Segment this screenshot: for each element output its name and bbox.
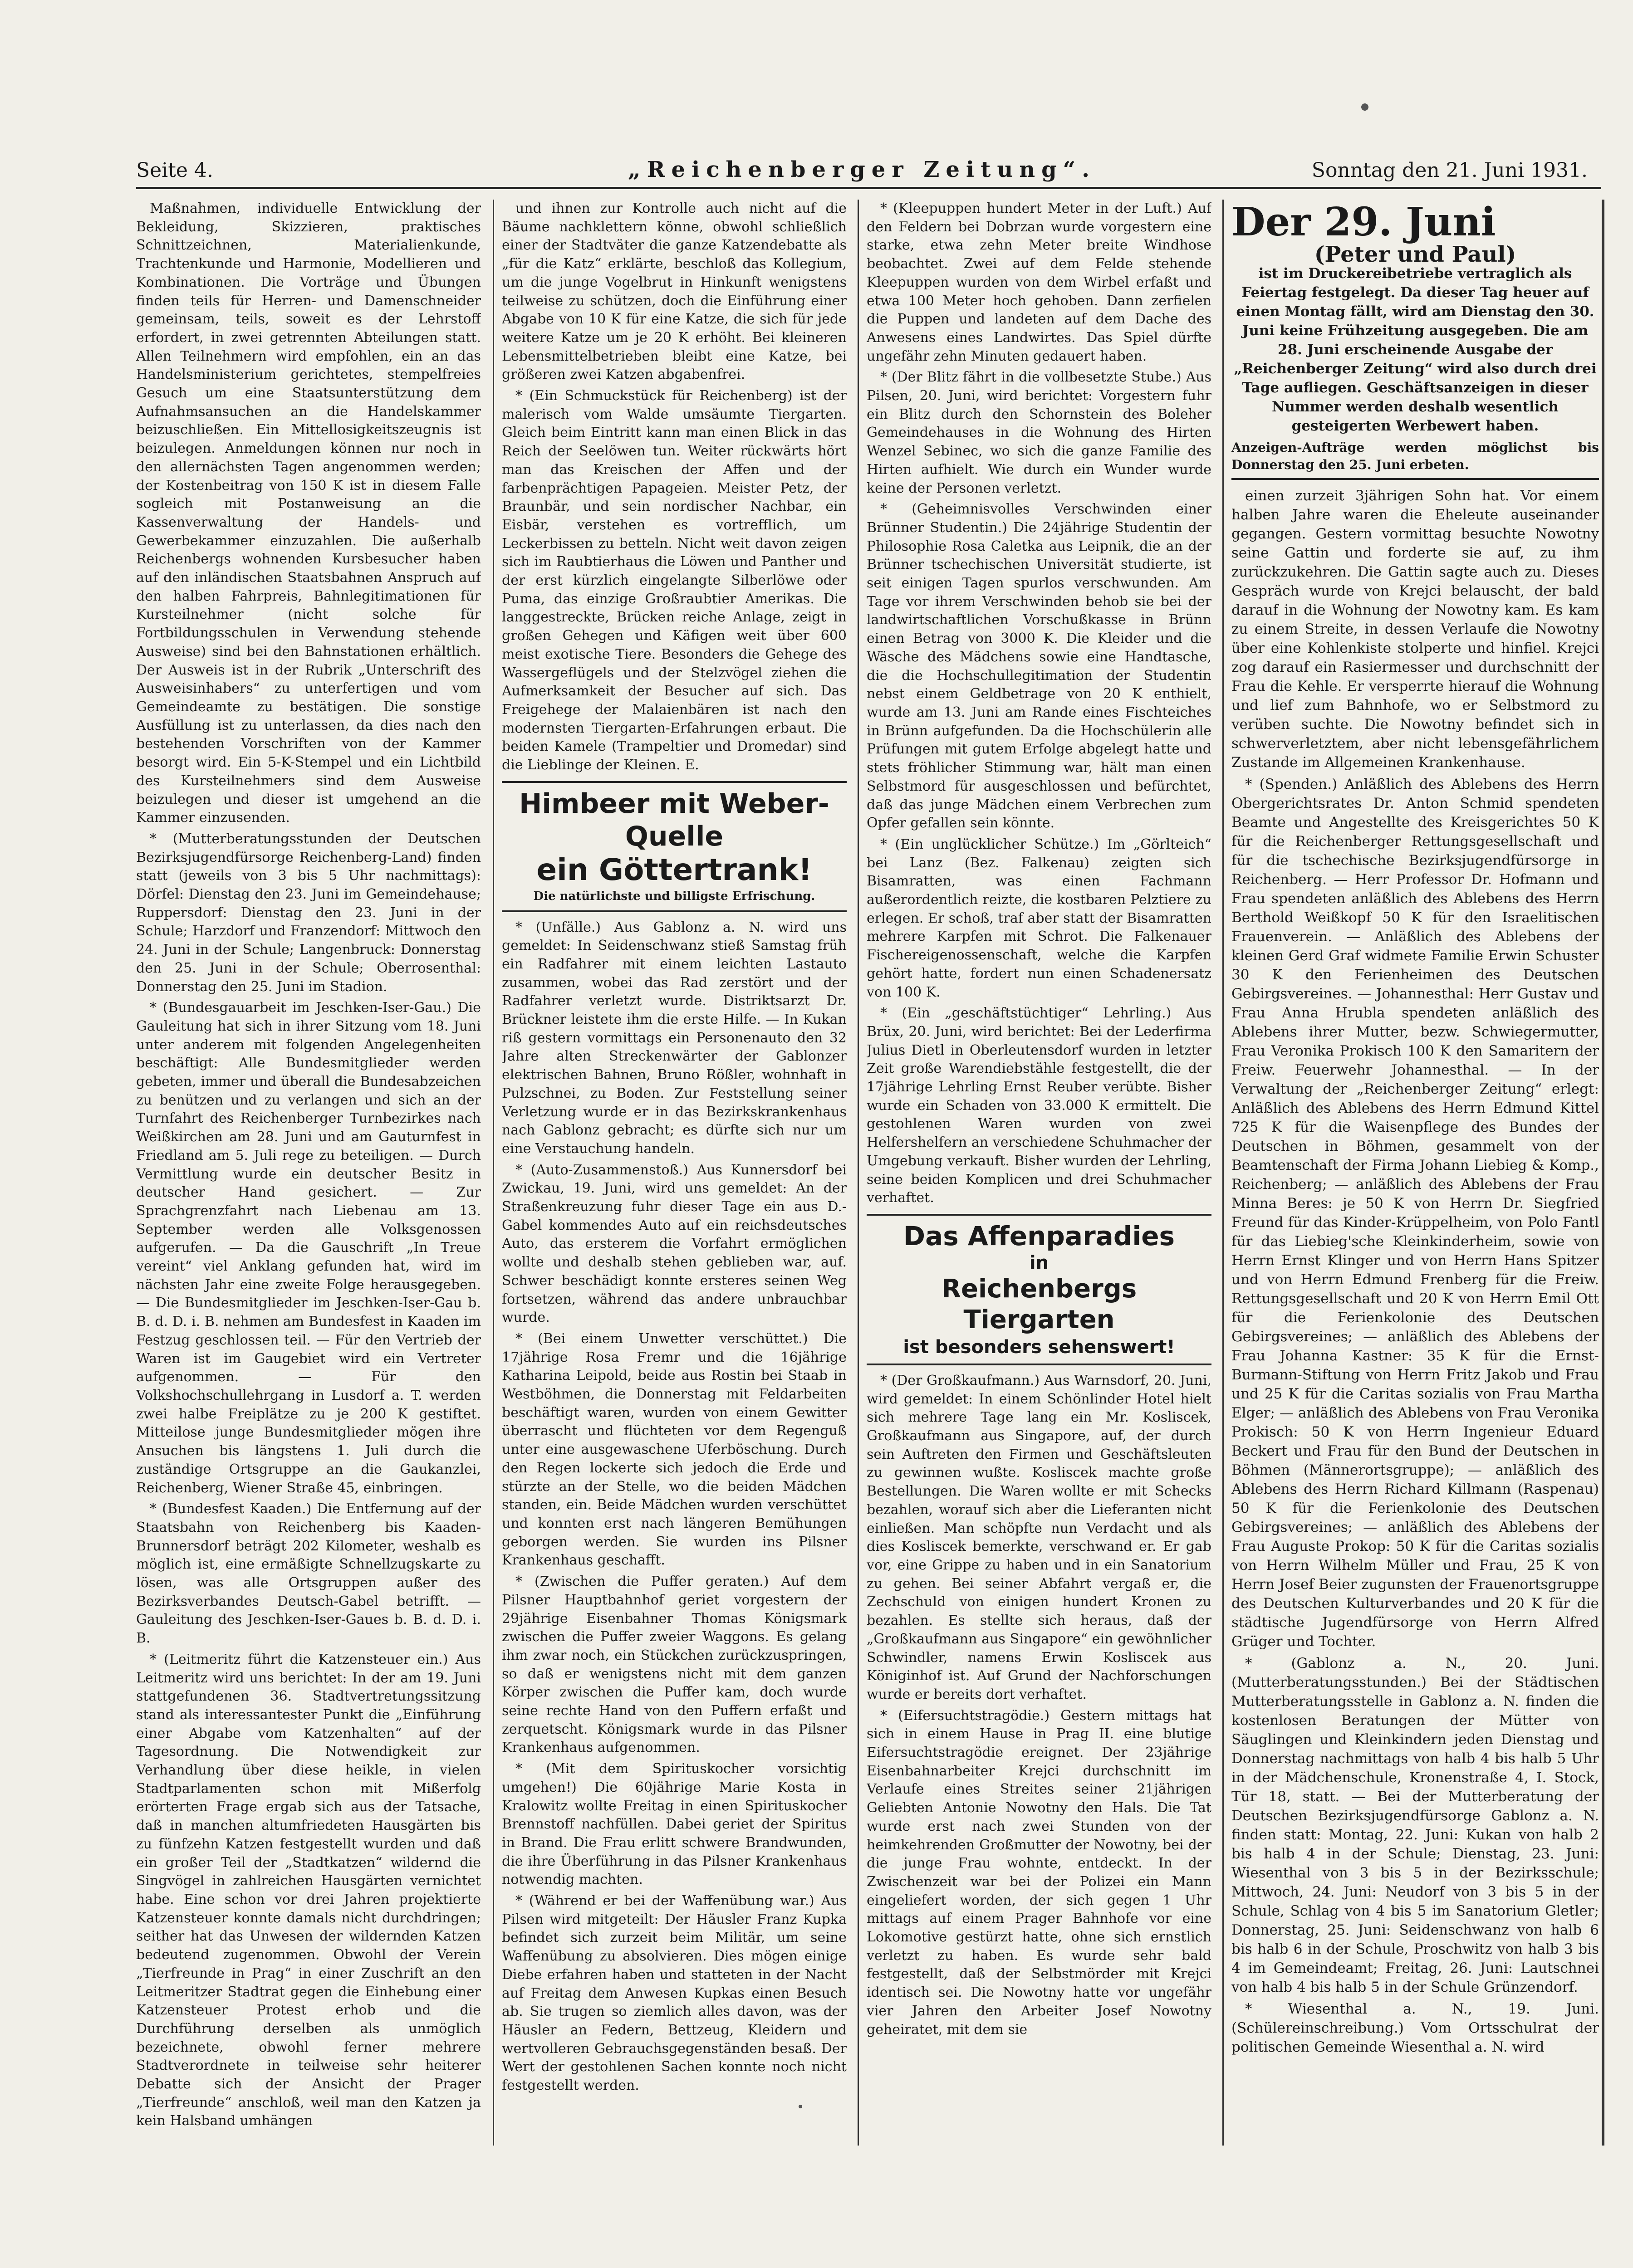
article-paragraph: einen zurzeit 3jährigen Sohn hat. Vor einem halben Jahre waren die Eheleute auseinander gegangen. Gestern vormittag besuchte Nowotny seine Gattin und forderte sie auf, zu ihm zurückzukehren. Die Gattin sagte auch zu. Dieses Gespräch wurde von Krejci belauscht, der bald darauf in die Wohnung der Nowotny kam. Es kam zu einem Streite, in dessen Verlaufe die Nowotny über eine Kohlenkiste stolperte und hinfiel. Krejci zog darauf ein Rasiermesser und durchschnitt der Frau die Kehle. Er versperrte hierauf die Wohnung und lief zum Bahnhofe, wo er Selbstmord zu verüben suchte. Die Nowotny befindet sich in schwerverletztem, aber nicht lebensgefährlichem Zustande im Allgemeinen Krankenhause. [1231,488,1599,771]
page-edge-rule [1602,200,1604,2146]
article-paragraph: * (Mit dem Spirituskocher vorsichtig umgehen!) Die 60jährige Marie Kosta in Kralowitz wollte Freitag in einen Spirituskocher Brennstoff nachfüllen. Dabei geriet der Spiritus in Brand. Die Frau erlitt schwere Brandwunden, die ihre Überführung in das Pilsner Krankenhaus notwendig machten. [502,1761,847,1888]
column-divider [493,200,494,2146]
article-paragraph: * Wiesenthal a. N., 19. Juni. (Schülereinschreibung.) Vom Ortsschulrat der politischen Gemeinde Wiesenthal a. N. wird [1231,2001,1599,2055]
article-paragraph: * (Zwischen die Puffer geraten.) Auf dem Pilsner Hauptbahnhof geriet vorgestern der 29jährige Eisenbahner Thomas Königsmark zwischen die Puffer zweier Waggons. Es gelang ihm zwar noch, ein Stückchen zurückzuspringen, so daß er wenigstens nicht mit dem ganzen Körper zwischen die Puffer kam, doch wurde seine rechte Hand von den Puffern erfaßt und zerquetscht. Königsmark wurde in das Pilsner Krankenhaus aufgenommen. [502,1574,847,1756]
article-paragraph: * (Bundesgauarbeit im Jeschken-Iser-Gau.) Die Gauleitung hat sich in ihrer Sitzung vom 18. Juni unter anderem mit folgenden Angelegenheiten beschäftigt: Alle Bundesmitglieder werden gebeten, immer und überall die Bundesabzeichen zu benützen und zu verlangen und sich an der Turnfahrt des Reichenberger Turnbezirkes nach Weißkirchen am 28. Juni und am Gauturnfest in Friedland am 5. Juli rege zu beteiligen. — Durch Vermittlung wurde ein deutscher Besitz in deutscher Hand gesichert. — Zur Sprachgrenzfahrt nach Liebenau am 13. September werden alle Volksgenossen aufgerufen. — Da die Gauschrift „In Treue vereint“ viel Anklang gefunden hat, wird im nächsten Jahr eine zweite Folge herausgegeben. — Die Bundesmitglieder im Jeschken-Iser-Gau b. B. d. D. i. B. nehmen am Bundesfest in Kaaden im Festzug geschlossen teil. — Für den Vertrieb der Waren ist im Gaugebiet wird ein Vertreter aufgenommen. — Für den Volkshochschullehrgang in Lusdorf a. T. werden zwei halbe Freiplätze zu je 200 K gestiftet. Mitteilose junge Bundesmitglieder mögen ihre Ansuchen bis längstens 1. Juli durch die zuständige Ortsgruppe an die Gaukanzlei, Reichenberg, Wiener Straße 45, einbringen. [136,1000,481,1496]
ad-line: ein Göttertrank! [536,852,812,887]
advertisement-tiergarten [867,1214,1211,1365]
column-divider [1222,200,1224,2146]
article-paragraph: * (Der Großkaufmann.) Aus Warnsdorf, 20. Juni, wird gemeldet: In einem Schönlinder Hotel hielt sich mehrere Tage lang ein Mr. Kosliscek, Großkaufmann aus Singapore, auf, der durch sein Auftreten den Firmen und Geschäftsleuten zu gewinnen wußte. Kosliscek machte große Bestellungen. Die Waren wollte er mit Schecks bezahlen, worauf sich aber die Lieferanten nicht einließen. Man schöpfte nun Verdacht und als dies Kosliscek bemerkte, verschwand er. Er gab vor, eine Grippe zu haben und in ein Sanatorium zu gehen. Bei seiner Abfahrt vergaß er, die Zechschuld von einigen hundert Kronen zu bezahlen. Es stellte sich heraus, daß der „Großkaufmann aus Singapore“ ein gewöhnlicher Schwindler, namens Erwin Kosliscek aus Königinhof ist. Auf Grund der Nachforschungen wurde er bereits dort verhaftet. [867,1372,1211,1702]
article-paragraph: * (Leitmeritz führt die Katzensteuer ein.) Aus Leitmeritz wird uns berichtet: In der am 19. Juni stattgefundenen 36. Stadtvertretungssitzung stand als interessantester Punkt die „Einführung einer Abgabe vom Katzenhalten“ auf der Tagesordnung. Die Notwendigkeit zur Verhandlung über diese heikle, in vielen Stadtparlamenten schon mit Mißerfolg erörterten Frage ergab sich aus der Tatsache, daß in manchen altumfriedeten Hausgärten bis zu fünfzehn Katzen festgestellt wurden und daß ein großer Teil der „Stadtkatzen“ wildernd die Singvögel in zahlreichen Hausgärten vernichtet habe. Eine schon vor drei Jahren projektierte Katzensteuer konnte damals nicht durchdringen; seither hat das Unwesen der wildernden Katzen bedeutend zugenommen. Obwohl der Verein „Tierfreunde in Prag“ in einer Zuschrift an den Leitmeritzer Stadtrat gegen die Einhebung einer Katzensteuer Protest erhob und die Durchführung derselben als unmöglich bezeichnete, obwohl ferner mehrere Stadtverordnete in teilweise sehr heiterer Debatte sich der Ansicht der Prager „Tierfreunde“ anschloß, weil man den Katzen ja kein Halsband umhängen [136,1651,481,2129]
notice-footer: Anzeigen-Aufträge werden möglichst bis Donnerstag den 25. Juni erbeten. [1231,440,1599,472]
page-number: Seite 4. [136,159,213,182]
article-paragraph: und ihnen zur Kontrolle auch nicht auf die Bäume nachklettern könne, obwohl schließlich einer der Stadtväter die ganze Katzendebatte als „für die Katz“ erklärte, beschloß das Kollegium, um die junge Vogelbrut in Hinkunft wenigstens teilweise zu schützen, doch die Einführung einer Abgabe von 10 K für eine Katze, die sich für jede weitere Katze um je 20 K erhöht. Bei kleineren Lebensmittelbetrieben bleibt eine Katze, bei größeren zwei Katzen abgabenfrei. [502,200,847,383]
header-rule [136,187,1601,189]
ink-spot [1361,103,1368,111]
article-paragraph: * (Gablonz a. N., 20. Juni. (Mutterberatungsstunden.) Bei der Städtischen Mutterberatungsstelle in Gablonz a. N. finden die kostenlosen Beratungen der Mütter von Säuglingen und Kleinkindern jeden Dienstag und Donnerstag nachmittags von halb 4 bis halb 5 Uhr in der Mädchenschule, Kronenstraße 4, I. Stock, Tür 18, statt. — Bei der Mutterberatung der Deutschen Bezirksjugendfürsorge Gablonz a. N. finden statt: Montag, 22. Juni: Kukan von halb 2 bis halb 4 in der Schule; Dienstag, 23. Juni: Wiesenthal von 3 bis 5 in der Bezirksschule; Mittwoch, 24. Juni: Neudorf von 3 bis 5 in der Schule, Schlag von 4 bis 5 im Sanatorium Gletler; Donnerstag, 25. Juni: Seidenschwanz von halb 6 bis halb 6 in der Schule, Proschwitz von halb 3 bis 4 im Gemeindeamt; Freitag, 26. Juni: Lautschnei von halb 4 bis halb 5 in der Schule Grünzendorf. [1231,1655,1599,1995]
article-paragraph: * (Ein unglücklicher Schütze.) Im „Görlteich“ bei Lanz (Bez. Falkenau) zeigten sich Bisamratten, was einen Fachmann außerordentlich reizte, die kostbaren Pelztiere zu erlegen. Er schoß, traf aber statt der Bisamratten mehrere Karpfen mit Schrot. Die Falkenauer Fischereigenossenschaft, welche die Karpfen gehört hatte, fordert nun einen Schadenersatz von 100 K. [867,836,1211,1000]
ad-line: Himbeer mit Weber-Quelle [519,787,829,852]
article-paragraph: * (Ein Schmuckstück für Reichenberg) ist der malerisch vom Walde umsäumte Tiergarten. Gleich beim Eintritt kann man einen Blick in das Reich der Seelöwen tun. Weiter rückwärts hört man das Kreischen der Affen und der farbenprächtigen Papageien. Meister Petz, der Braunbär, und sein nordischer Nachbar, ein Eisbär, verstehen es vortrefflich, um Leckerbissen zu betteln. Nicht weit davon zeigen sich im Raubtierhaus die Löwen und Panther und der erst kürzlich eingelangte Silberlöwe oder Puma, das einzige Großraubtier Amerikas. Die langgestreckte, Brücken reiche Anlage, zeigt in großen Gehegen und Käfigen weit über 600 meist exotische Tiere. Besonders die Gehege des Wassergeflügels und der Stelzvögel ziehen die Aufmerksamkeit der Besucher auf sich. Das Freigehege der Malaienbären ist nach den modernsten Tiergarten-Erfahrungen erbaut. Die beiden Kamele (Trampeltier und Dromedar) sind die Lieblinge der Kleinen. E. [502,388,847,773]
column-divider [858,200,859,2146]
article-paragraph: * (Während er bei der Waffenübung war.) Aus Pilsen wird mitgeteilt: Der Häusler Franz Kupka befindet sich zurzeit beim Militär, um seine Waffenübung zu absolvieren. Dies mögen einige Diebe erfahren haben und statteten in der Nacht auf Freitag dem Anwesen Kupkas einen Besuch ab. Sie trugen so ziemlich alles davon, was der Häusler an Federn, Bettzeug, Kleidern und wertvolleren Gebrauchsgegenständen besaß. Der Wert der gestohlenen Sachen konnte noch nicht festgestellt werden. [502,1893,847,2094]
ad-line: Reichenbergs Tiergarten [941,1274,1137,1334]
article-paragraph: * (Mutterberatungsstunden der Deutschen Bezirksjugendfürsorge Reichenberg-Land) finden statt (jeweils von 3 bis 5 Uhr nachmittags): Dörfel: Dienstag den 23. Juni im Gemeindehause; Ruppersdorf: Dienstag den 23. Juni in der Schule; Harzdorf und Franzendorf: Mittwoch den 24. Juni in der Schule; Langenbruck: Donnerstag den 25. Juni in der Schule; Oberrosenthal: Donnerstag den 25. Juni im Stadion. [136,831,481,995]
column-3 [867,200,1211,2146]
ad-line: ist besonders sehenswert! [903,1336,1175,1358]
issue-date: Sonntag den 21. Juni 1931. [1311,159,1588,182]
notice-subhead: (Peter und Paul) [1314,242,1516,267]
notice-body: ist im Druckereibetriebe vertraglich als Feiertag festgelegt. Da dieser Tag heuer auf einen Montag fällt, wird am Dienstag den 30. Juni keine Frühzeitung ausgegeben. Die am 28. Juni erscheinende Ausgabe der „Reichenberger Zeitung“ wird also durch drei Tage aufliegen. Geschäftsanzeigen in dieser Nummer werden deshalb wesentlich gesteigerten Werbewert haben. [1234,265,1597,434]
ad-tagline: Die natürlichste und billigste Erfrischung. [533,889,815,903]
article-paragraph: * (Der Blitz fährt in die vollbesetzte Stube.) Aus Pilsen, 20. Juni, wird berichtet: Vorgestern fuhr ein Blitz durch den Schornstein des Boleher Gemeindehauses in die Wohnung des Hirten Wenzel Sebinec, wo sich die ganze Familie des Hirten aufhielt. Wie durch ein Wunder wurde keine der Personen verletzt. [867,369,1211,496]
article-paragraph: * (Ein „geschäftstüchtiger“ Lehrling.) Aus Brüx, 20. Juni, wird berichtet: Bei der Lederfirma Julius Dietl in Oberleutensdorf wurden in letzter Zeit große Warendiebstähle festgestellt, die der 17jährige Lehrling Ernst Reuber verübte. Bisher wurde ein Schaden von 33.000 K ermittelt. Die gestohlenen Waren wurden von zwei Helfershelfern an verschiedene Schuhmacher der Umgebung verkauft. Bisher wurden der Lehrling, seine beiden Komplicen und drei Schuhmacher verhaftet. [867,1005,1211,1206]
column-1 [136,200,481,2146]
ad-line: Das Affenparadies [903,1220,1175,1251]
article-paragraph: Maßnahmen, individuelle Entwicklung der Bekleidung, Skizzieren, praktisches Schnittzeichnen, Materialienkunde, Trachtenkunde und Harmonie, Modellieren und Kombinationen. Die Vorträge und Übungen finden teils für Herren- und Damenschneider gemeinsam, teils, soweit es der Lehrstoff erfordert, in zwei getrennten Abteilungen statt. Allen Teilnehmern wird empfohlen, ein an das Handelsministerium gerichtetes, stempelfreies Gesuch um eine Staatsunterstützung dem Aufnahmsansuchen an die Handelskammer beizuschließen. Ein Mittellosigkeitszeugnis ist beizulegen. Anmeldungen können nur noch in den allernächsten Tagen angenommen werden; der Kostenbeitrag von 150 K ist in diesem Falle sogleich mit Postanweisung an die Kassenverwaltung der Handels- und Gewerbekammer einzuzahlen. Die außerhalb Reichenbergs wohnenden Kursbesucher haben auf den inländischen Staatsbahnen Anspruch auf den halben Fahrpreis, Bahnlegitimationen für Kursteilnehmer (nicht solche für Fortbildungsschulen in Verwendung stehende Ausweise) sind bei den Bahnstationen erhältlich. Der Ausweis ist in der Rubrik „Unterschrift des Ausweisinhabers“ zu unterfertigen und vom Gemeindeamte zu bestätigen. Die sonstige Ausfüllung ist zu unterlassen, da dies nach den bestehenden Vorschriften von der Kammer besorgt wird. Ein 5-K-Stempel und ein Lichtbild des Kursteilnehmers sind dem Ausweise beizulegen und dieser ist umgehend an die Kammer einzusenden. [136,200,481,826]
article-paragraph: * (Kleepuppen hundert Meter in der Luft.) Auf den Feldern bei Dobrzan wurde vorgestern eine starke, etwa zehn Meter breite Windhose beobachtet. Zwei auf dem Felde stehende Kleepuppen wurden von dem Wirbel erfaßt und etwa 100 Meter hoch gehoben. Dann zerfielen die Puppen und landeten auf dem Dache des Anwesens eines Landwirtes. Das Spiel dürfte ungefähr zehn Minuten gedauert haben. [867,200,1211,364]
article-paragraph: * (Bundesfest Kaaden.) Die Entfernung auf der Staatsbahn von Reichenberg bis Kaaden-Brunnersdorf beträgt 202 Kilometer, weshalb es möglich ist, eine ermäßigte Schnellzugskarte zu lösen, was alle Ortsgruppen außer des Bezirksverbandes Deutsch-Gabel betrifft. — Gauleitung des Jeschken-Iser-Gaues b. B. d. D. i. B. [136,1501,481,1647]
article-paragraph: * (Spenden.) Anläßlich des Ablebens des Herrn Obergerichtsrates Dr. Anton Schmid spendeten Beamte und Angestellte des Kreisgerichtes 50 K für die Reichenberger Rettungsgesellschaft und für die tschechische Bezirksjugendfürsorge in Reichenberg. — Herr Professor Dr. Hofmann und Frau spendeten anläßlich des Ablebens des Herrn Berthold Weißkopf 50 K für den Israelitischen Frauenverein. — Anläßlich des Ablebens der kleinen Gerd Graf widmete Familie Erwin Schuster 30 K den Ferienheimen des Deutschen Gebirgsvereines. — Johannesthal: Herr Gustav und Frau Anna Hrubla spendeten anläßlich des Ablebens ihrer Mutter, bezw. Schwiegermutter, Frau Veronika Prokisch 100 K den Samaritern der Freiw. Feuerwehr Johannesthal. — In der Verwaltung der „Reichenberger Zeitung“ erlegt: Anläßlich des Ablebens des Herrn Edmund Kittel 725 K für die Waisenpflege des Bundes der Deutschen in Böhmen, gesammelt von der Beamtenschaft der Firma Johann Liebieg & Komp., Reichenberg; — anläßlich des Ablebens der Frau Minna Beres: je 50 K von Herrn Dr. Siegfried Freund für das Kinder-Krüppelheim, von Polo Fantl für das Liebieg'sche Kleinkinderheim, sowie von Herrn Ernst Klinger und von Herrn Hans Spitzer und von Herrn Edmund Frenberg für die Freiw. Rettungsgesellschaft und 20 K von Herrn Emil Ott für die Ferienkolonie des Deutschen Gebirgsvereines; — anläßlich des Ablebens der Frau Johanna Kastner: 35 K für die Ernst-Burmann-Stiftung von Herrn Fritz Jakob und Frau und 25 K für die Caritas sozialis von Frau Martha Elger; — anläßlich des Ablebens von Frau Veronika Prokisch: 50 K von Herrn Ingenieur Eduard Beckert und Frau für den Bund der Deutschen in Böhmen (Männerortsgruppe); — anläßlich des Ablebens des Herrn Richard Killmann (Raspenau) 50 K für die Ferienkolonie des Deutschen Gebirgsvereines; — anläßlich des Ablebens der Frau Auguste Prokop: 50 K für die Caritas sozialis von Herrn Wilhelm Müller und Frau, 25 K von Herrn Josef Beier zugunsten der Frauenortsgruppe des Deutschen Kulturverbandes und 20 K für die städtische Jugendfürsorge von Herrn Alfred Grüger und Tochter. [1231,776,1599,1650]
advertisement-himbeer [502,781,847,912]
article-paragraph: * (Bei einem Unwetter verschüttet.) Die 17jährige Rosa Fremr und die 16jährige Katharina Leipold, beide aus Rostin bei Staab in Westböhmen, die Donnerstag mit Feldarbeiten beschäftigt waren, wurden von einem Gewitter überrascht und flüchteten vor dem Regenguß unter eine ausgewaschene Uferböschung. Durch den Regen lockerte sich jedoch die Erde und stürzte an der Stelle, wo die beiden Mädchen standen, ein. Beide Mädchen wurden verschüttet und konnten erst nach längeren Bemühungen geborgen werden. Sie wurden ins Pilsner Krankenhaus geschafft. [502,1330,847,1569]
ad-line: in [1029,1252,1049,1273]
article-paragraph: * (Auto-Zusammenstoß.) Aus Kunnersdorf bei Zwickau, 19. Juni, wird uns gemeldet: An der Straßenkreuzung fuhr dieser Tage ein aus D.-Gabel kommendes Auto auf ein reichsdeutsches Auto, das ersterem die Vorfahrt ermöglichen wollte und deshalb stehen geblieben war, auf. Schwer beschädigt konnte ersteres seinen Weg fortsetzen, während das andere unbrauchbar wurde. [502,1162,847,1326]
article-paragraph: * (Geheimnisvolles Verschwinden einer Brünner Studentin.) Die 24jährige Studentin der Philosophie Rosa Caletka aus Leipnik, die an der Brünner tschechischen Universität studierte, ist seit einigen Tagen spurlos verschwunden. Am Tage vor ihrem Verschwinden behob sie bei der landwirtschaftlichen Vorschußkasse in Brünn einen Betrag von 3000 K. Die Kleider und die Wäsche des Mädchens sowie eine Handtasche, die die Hochschullegitimation der Studentin nebst einem Geldbetrage von 20 K enthielt, wurde am 13. Juni am Rande eines Fischteiches in Brünn aufgefunden. Da die Hochschülerin alle Prüfungen mit gutem Erfolge abgelegt hatte und stets fröhlicher Stimmung war, hält man einen Selbstmord für ausgeschlossen und befürchtet, daß das junge Mädchen einem Verbrechen zum Opfer gefallen sein könnte. [867,501,1211,831]
column-4 [1231,200,1599,2146]
notice-headline: Der 29. Juni [1231,200,1496,245]
holiday-notice [1231,200,1599,480]
article-paragraph: * (Eifersuchtstragödie.) Gestern mittags hat sich in einem Hause in Prag II. eine blutige Eifersuchtstragödie ereignet. Der 23jährige Eisenbahnarbeiter Krejci durchschnitt im Verlaufe eines Streites seiner 21jährigen Geliebten Antonie Nowotny den Hals. Die Tat wurde erst nach zwei Stunden von der heimkehrenden Großmutter der Nowotny, bei der die junge Frau wohnte, entdeckt. In der Zwischenzeit war bei der Polizei ein Mann eingeliefert worden, der sich gegen 1 Uhr mittags auf einem Prager Bahnhofe vor eine Lokomotive gestürzt hatte, ohne sich ernstlich verletzt zu haben. Es wurde sehr bald festgestellt, daß der Selbstmörder mit Krejci identisch sei. Die Nowotny hatte vor ungefähr vier Jahren den Arbeiter Josef Nowotny geheiratet, mit dem sie [867,1707,1211,2038]
article-paragraph: * (Unfälle.) Aus Gablonz a. N. wird uns gemeldet: In Seidenschwanz stieß Samstag früh ein Radfahrer mit einem leichten Lastauto zusammen, wobei das Rad zerstört und der Radfahrer verletzt wurde. Distriktsarzt Dr. Brückner leistete ihm die erste Hilfe. — In Kukan riß gestern vormittags ein Personenauto den 32 Jahre alten Streckenwärter der Gablonzer elektrischen Bahnen, Bruno Rößler, wohnhaft in Pulzschnei, zu Boden. Zur Feststellung seiner Verletzung wurde er in das Bezirkskrankenhaus nach Gablonz gebracht; es dürfte sich nur um eine Verstauchung handeln. [502,919,847,1157]
newspaper-title: „Reichenberger Zeitung“. [628,157,1096,182]
column-2 [502,200,847,2146]
page-header [136,154,1588,186]
